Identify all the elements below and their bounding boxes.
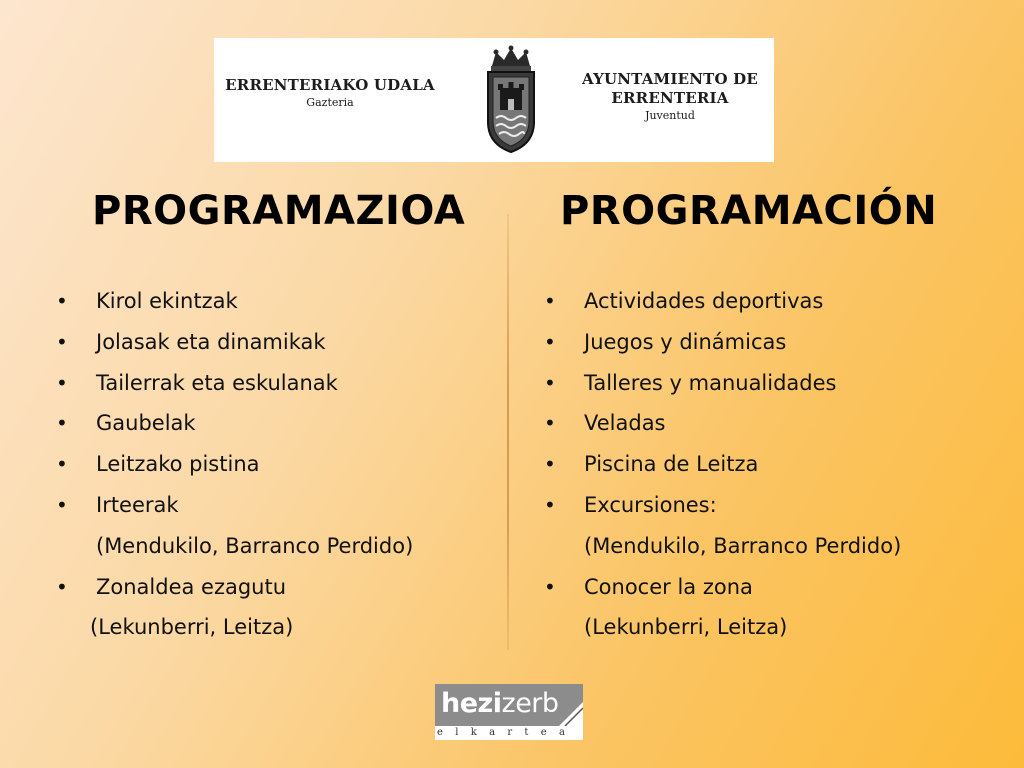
- bullet-icon: •: [544, 411, 556, 436]
- banner-right-title-line1: AYUNTAMIENTO DE: [581, 70, 759, 88]
- bullet-icon: •: [544, 492, 556, 517]
- banner-left-block: [220, 76, 440, 110]
- bullet-icon: •: [56, 411, 68, 436]
- heading-spanish: PROGRAMACIÓN: [560, 188, 938, 234]
- banner-left-title: ERRENTERIAKO UDALA: [225, 76, 435, 94]
- header-banner: [214, 38, 774, 162]
- bullet-icon: •: [56, 289, 68, 313]
- page-fold-icon: [559, 702, 583, 726]
- list-item-text: Kirol ekintzak: [96, 289, 238, 313]
- list-item-text: (Mendukilo, Barranco Perdido): [584, 533, 902, 558]
- bullet-icon: •: [56, 492, 68, 517]
- column-divider: [507, 214, 509, 650]
- hezizerb-logo: [435, 684, 583, 740]
- list-item-text: Gaubelak: [96, 411, 196, 436]
- banner-right-subtitle: Juventud: [645, 109, 695, 122]
- logo-box: [435, 684, 583, 726]
- list-item-text: Talleres y manualidades: [584, 370, 837, 395]
- logo-wordmark: [441, 688, 559, 720]
- banner-right-block: [568, 70, 772, 123]
- bullet-icon: •: [56, 370, 68, 395]
- bullet-icon: •: [544, 329, 556, 354]
- list-item-text: (Lekunberri, Leitza): [584, 615, 788, 640]
- list-item-text: Piscina de Leitza: [584, 452, 759, 477]
- list-item-text: Zonaldea ezagutu: [96, 574, 287, 599]
- list-item-text: Juegos y dinámicas: [584, 329, 787, 354]
- logo-word-bold: hezi: [441, 688, 502, 719]
- list-item-text: Veladas: [584, 411, 666, 436]
- bullet-icon: •: [544, 370, 556, 395]
- bullet-icon: •: [56, 574, 68, 599]
- heading-basque: PROGRAMAZIOA: [92, 188, 466, 234]
- bullet-icon: •: [544, 574, 556, 599]
- bullet-icon: •: [56, 329, 68, 354]
- list-item-text: Conocer la zona: [584, 574, 753, 599]
- list-item-text: Actividades deportivas: [584, 289, 824, 313]
- list-item-text: Irteerak: [96, 492, 179, 517]
- list-item-text: Tailerrak eta eskulanak: [96, 370, 338, 395]
- list-item-text: (Mendukilo, Barranco Perdido): [96, 533, 414, 558]
- bullet-icon: •: [544, 289, 556, 313]
- logo-subtitle: elkartea: [437, 727, 578, 738]
- logo-word-light: zerb: [501, 688, 559, 719]
- list-item-text: Excursiones:: [584, 492, 717, 517]
- banner-left-subtitle: Gazteria: [306, 96, 354, 109]
- coat-of-arms-icon: [482, 44, 540, 154]
- banner-right-title-line2: ERRENTERIA: [611, 89, 729, 107]
- list-item-text: Leitzako pistina: [96, 452, 260, 477]
- bullet-icon: •: [544, 452, 556, 477]
- list-item-text: Jolasak eta dinamikak: [96, 329, 326, 354]
- list-item-text: (Lekunberri, Leitza): [90, 615, 294, 640]
- bullet-icon: •: [56, 452, 68, 477]
